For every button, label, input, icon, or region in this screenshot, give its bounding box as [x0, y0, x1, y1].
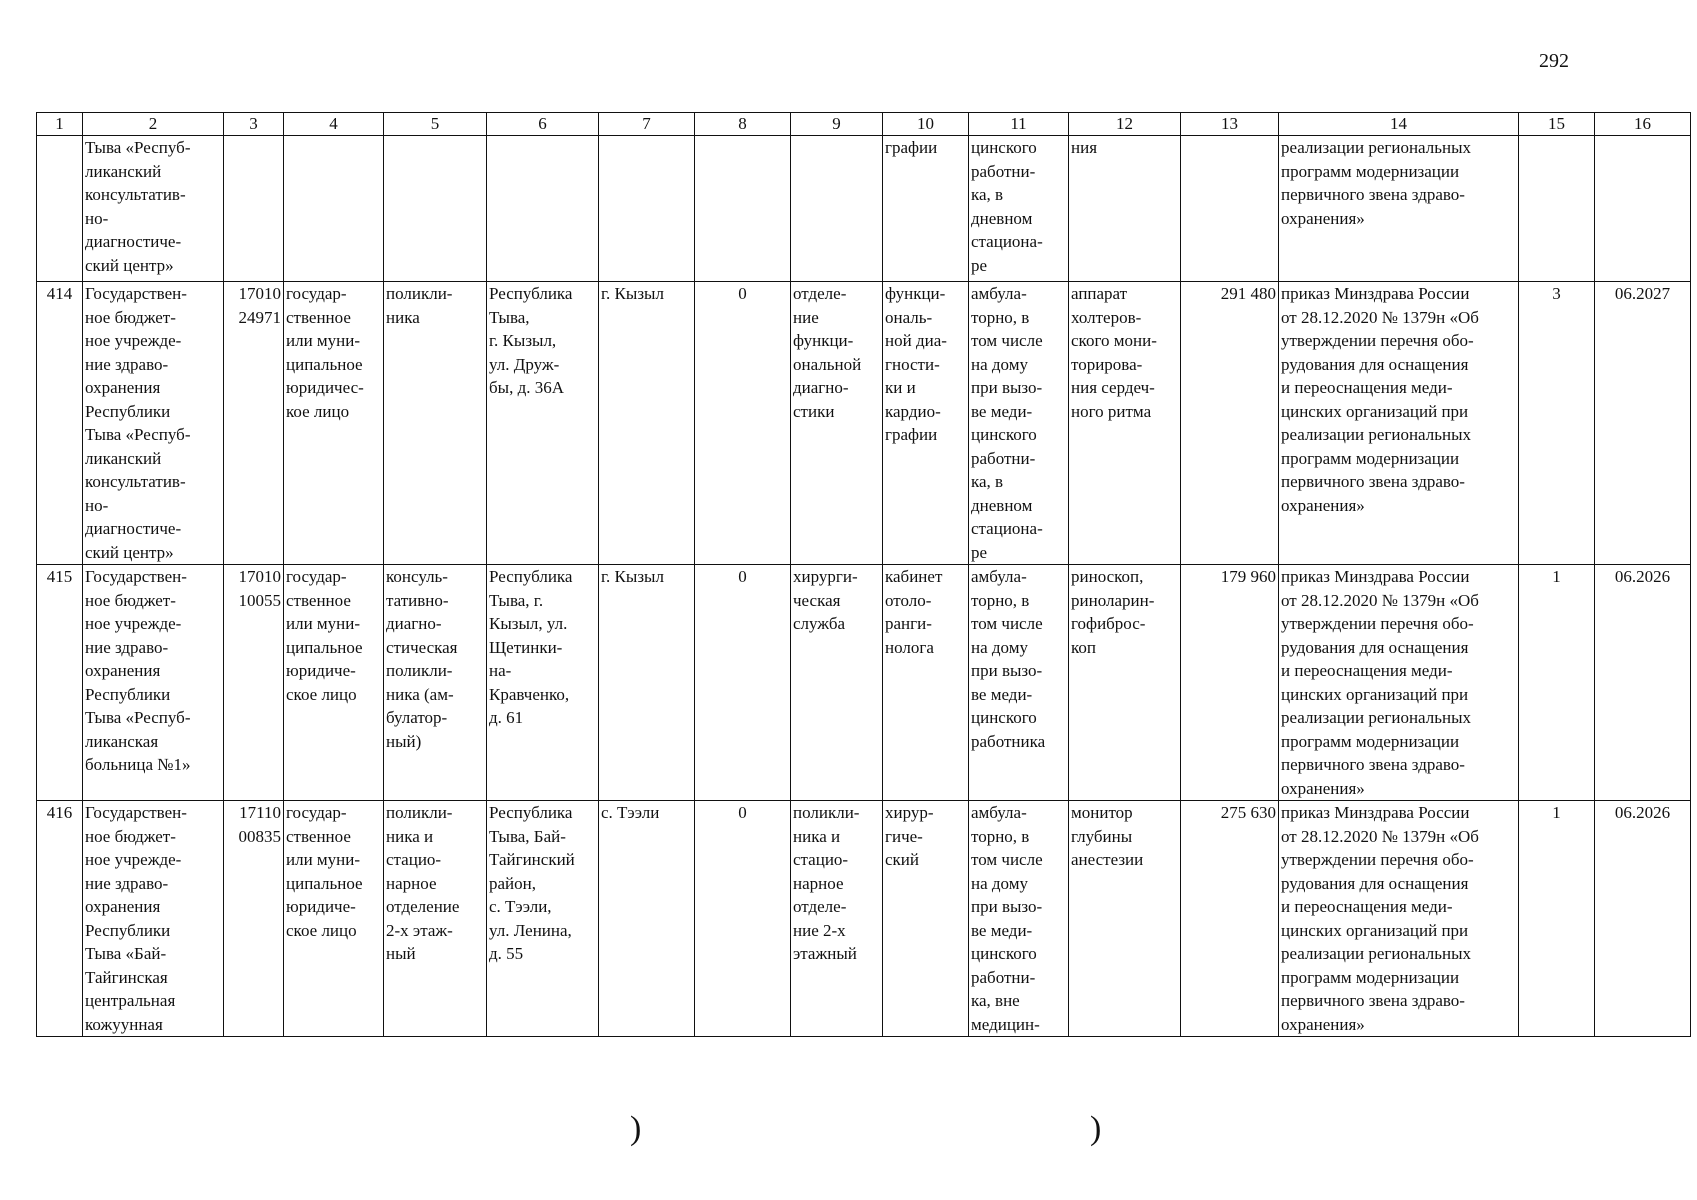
table-cell: 179 960	[1181, 565, 1279, 801]
table-cell	[1519, 136, 1595, 282]
table-row	[37, 282, 1691, 565]
column-number-cell: 8	[695, 113, 791, 136]
table-cell: амбула- торно, в том числе на дому при вызо- ве меди- цинского работни- ка, вне медицин-	[969, 801, 1069, 1037]
table-cell: поликли- ника и стацио- нарное отделе- ние 2-х этажный	[791, 801, 883, 1037]
table-cell: графии	[883, 136, 969, 282]
table-row	[37, 801, 1691, 1037]
table-cell: отделе- ние функци- ональной диагно- стики	[791, 282, 883, 565]
table-cell: приказ Минздрава России от 28.12.2020 № 1379н «Об утверждении перечня обо- рудования для оснащения и переоснащения меди- цинских организаций при реализации региональных программ модернизации первичного звена здраво- охранения»	[1279, 801, 1519, 1037]
table-cell: государ- ственное или муни- ципальное юридиче- ское лицо	[284, 801, 384, 1037]
table-cell: реализации региональных программ модернизации первичного звена здраво- охранения»	[1279, 136, 1519, 282]
column-number-cell: 7	[599, 113, 695, 136]
table-cell: хирурги- ческая служба	[791, 565, 883, 801]
table-cell: 1	[1519, 565, 1595, 801]
column-number-cell: 12	[1069, 113, 1181, 136]
table-cell	[1181, 136, 1279, 282]
table-row	[37, 136, 1691, 282]
column-number-cell: 1	[37, 113, 83, 136]
table-cell	[791, 136, 883, 282]
handwritten-mark: )	[630, 1110, 642, 1147]
column-number-cell: 11	[969, 113, 1069, 136]
table-cell: 416	[37, 801, 83, 1037]
table-cell: функци- ональ- ной диа- гности- ки и кардио- графии	[883, 282, 969, 565]
table-cell: Государствен- ное бюджет- ное учрежде- ние здраво- охранения Республики Тыва «Респуб- ликанский консультатив- но- диагностиче- ский центр»	[83, 282, 224, 565]
table-cell: 0	[695, 565, 791, 801]
table-cell: Республика Тыва, г. Кызыл, ул. Щетинки- на- Кравченко, д. 61	[487, 565, 599, 801]
table-cell: приказ Минздрава России от 28.12.2020 № 1379н «Об утверждении перечня обо- рудования для оснащения и переоснащения меди- цинских организаций при реализации региональных программ модернизации первичного звена здраво- охранения»	[1279, 565, 1519, 801]
table-cell: 275 630	[1181, 801, 1279, 1037]
table-cell: 06.2026	[1595, 565, 1691, 801]
table-cell: 17010 24971	[224, 282, 284, 565]
table-cell: амбула- торно, в том числе на дому при вызо- ве меди- цинского работника	[969, 565, 1069, 801]
column-number-cell: 2	[83, 113, 224, 136]
table-cell: Республика Тыва, г. Кызыл, ул. Друж- бы, д. 36А	[487, 282, 599, 565]
table-cell: г. Кызыл	[599, 565, 695, 801]
table-cell: государ- ственное или муни- ципальное юридичес- кое лицо	[284, 282, 384, 565]
column-number-cell: 16	[1595, 113, 1691, 136]
column-number-cell: 9	[791, 113, 883, 136]
table-cell: цинского работни- ка, в дневном стациона- ре	[969, 136, 1069, 282]
table-cell: 17110 00835	[224, 801, 284, 1037]
equipment-table	[36, 112, 1691, 1037]
table-cell: г. Кызыл	[599, 282, 695, 565]
table-cell: государ- ственное или муни- ципальное юридиче- ское лицо	[284, 565, 384, 801]
table-cell: 415	[37, 565, 83, 801]
table-cell: ния	[1069, 136, 1181, 282]
table-cell: 0	[695, 801, 791, 1037]
table-cell: 06.2027	[1595, 282, 1691, 565]
table-cell: 291 480	[1181, 282, 1279, 565]
column-number-cell: 5	[384, 113, 487, 136]
table-cell: монитор глубины анестезии	[1069, 801, 1181, 1037]
table-cell: приказ Минздрава России от 28.12.2020 № 1379н «Об утверждении перечня обо- рудования для оснащения и переоснащения меди- цинских организаций при реализации региональных программ модернизации первичного звена здраво- охранения»	[1279, 282, 1519, 565]
table-cell	[1595, 136, 1691, 282]
table-cell: аппарат холтеров- ского мони- торирова- ния сердеч- ного ритма	[1069, 282, 1181, 565]
column-number-cell: 3	[224, 113, 284, 136]
table-cell	[37, 136, 83, 282]
table-cell: консуль- тативно- диагно- стическая поликли- ника (ам- булатор- ный)	[384, 565, 487, 801]
table-cell: кабинет отоло- ранги- нолога	[883, 565, 969, 801]
table-cell: с. Тээли	[599, 801, 695, 1037]
table-cell: Государствен- ное бюджет- ное учрежде- ние здраво- охранения Республики Тыва «Бай- Тайгинская центральная кожуунная	[83, 801, 224, 1037]
table-cell	[487, 136, 599, 282]
table-cell: 1	[1519, 801, 1595, 1037]
table-row	[37, 565, 1691, 801]
table-cell: 0	[695, 282, 791, 565]
column-number-cell: 4	[284, 113, 384, 136]
table-cell: 06.2026	[1595, 801, 1691, 1037]
table-cell: поликли- ника	[384, 282, 487, 565]
table-cell: хирур- гиче- ский	[883, 801, 969, 1037]
column-number-cell: 13	[1181, 113, 1279, 136]
table-cell	[224, 136, 284, 282]
table-cell	[599, 136, 695, 282]
column-number-cell: 10	[883, 113, 969, 136]
column-number-cell: 6	[487, 113, 599, 136]
table-header-row	[37, 113, 1691, 136]
page-number: 292	[1539, 50, 1569, 72]
column-number-cell: 15	[1519, 113, 1595, 136]
table-cell: 414	[37, 282, 83, 565]
table-cell: амбула- торно, в том числе на дому при вызо- ве меди- цинского работни- ка, в дневном стациона- ре	[969, 282, 1069, 565]
table-cell	[695, 136, 791, 282]
table-cell: 17010 10055	[224, 565, 284, 801]
table-cell: Государствен- ное бюджет- ное учрежде- ние здраво- охранения Республики Тыва «Респуб- ликанская больница №1»	[83, 565, 224, 801]
table-cell: Тыва «Респуб- ликанский консультатив- но- диагностиче- ский центр»	[83, 136, 224, 282]
table-cell: риноскоп, риноларин- гофиброс- коп	[1069, 565, 1181, 801]
table-cell: поликли- ника и стацио- нарное отделение 2-х этаж- ный	[384, 801, 487, 1037]
handwritten-mark: )	[1090, 1110, 1102, 1147]
table-cell: 3	[1519, 282, 1595, 565]
table-cell	[384, 136, 487, 282]
table-cell: Республика Тыва, Бай- Тайгинский район, с. Тээли, ул. Ленина, д. 55	[487, 801, 599, 1037]
column-number-cell: 14	[1279, 113, 1519, 136]
table-cell	[284, 136, 384, 282]
